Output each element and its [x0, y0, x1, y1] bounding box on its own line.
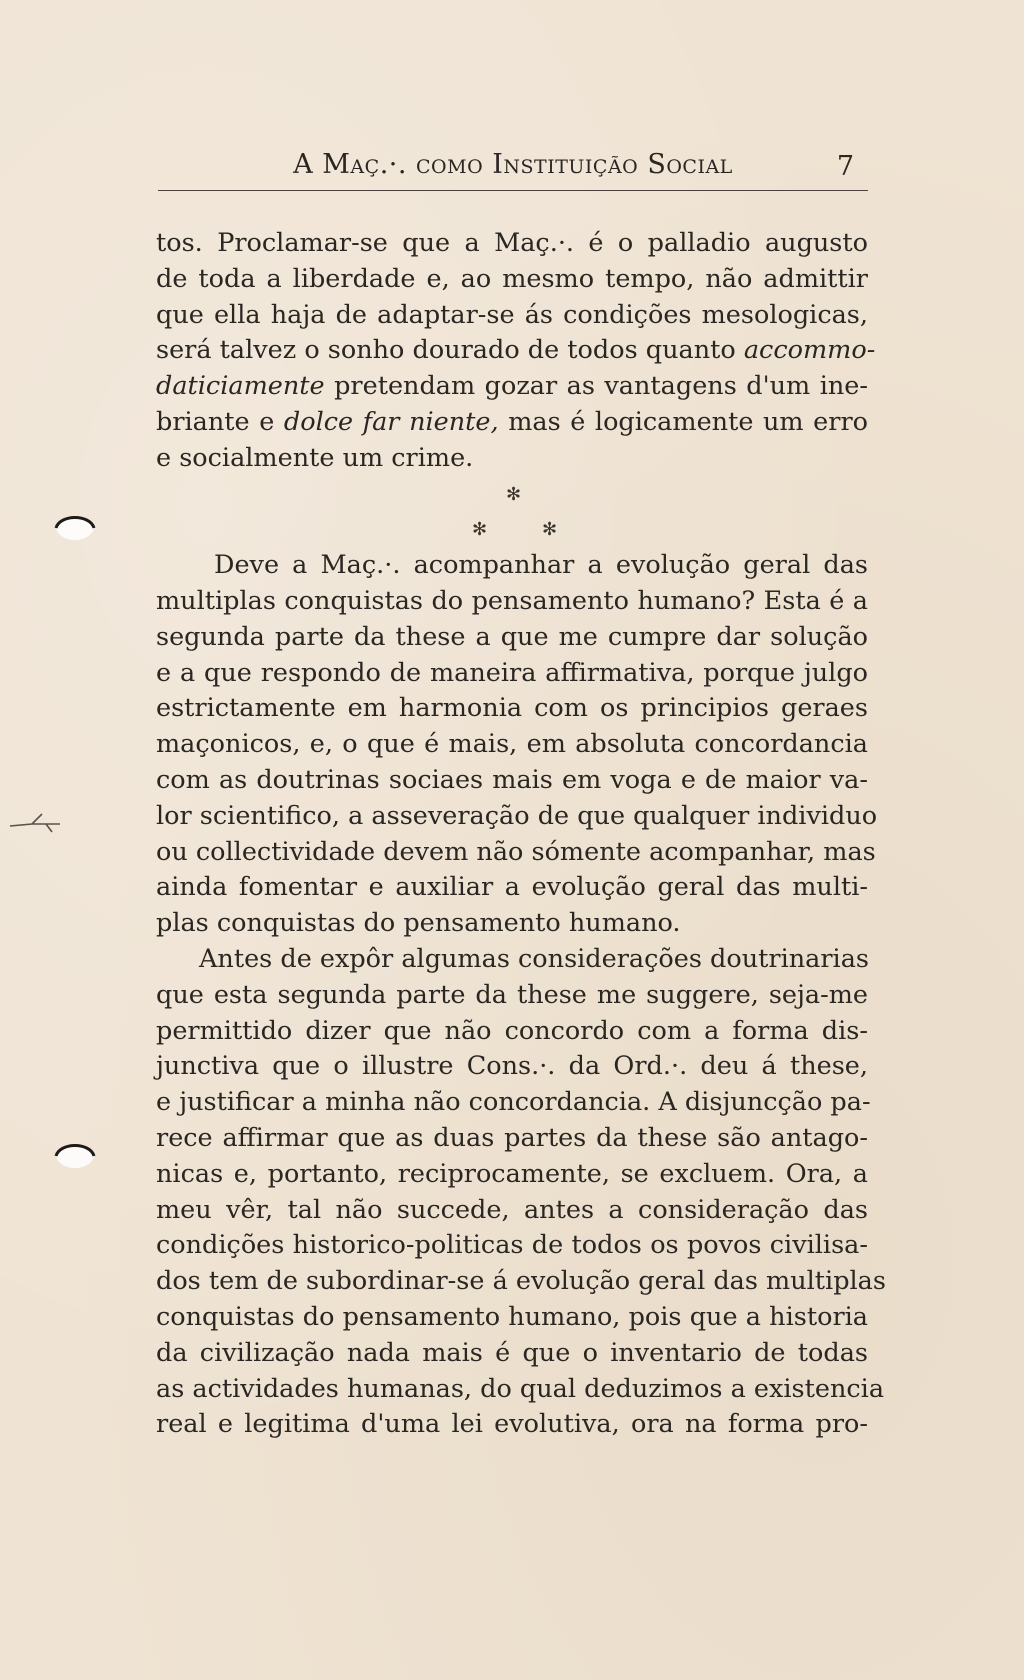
margin-mark-icon: [8, 810, 64, 836]
text-line: maçonicos, e, o que é mais, em absoluta concordancia: [156, 729, 868, 760]
text-line: as actividades humanas, do qual deduzimos a existencia: [156, 1373, 885, 1404]
text-line: rece affirmar que as duas partes da these são antago-: [156, 1122, 868, 1153]
text-line: com as doutrinas sociaes mais em voga e de maior va-: [156, 764, 868, 795]
text-line: que ella haja de adaptar-se ás condições mesologicas,: [156, 299, 868, 330]
text-line: meu vêr, tal não succede, antes a consideração das: [156, 1194, 868, 1225]
binding-hole-icon: [52, 504, 98, 550]
text-line: e justificar a minha não concordancia. A disjuncção pa-: [156, 1087, 871, 1118]
text-line: segunda parte da these a que me cumpre dar solução: [156, 621, 868, 652]
text-line: ou collectividade devem não sómente acompanhar, mas: [156, 836, 876, 867]
section-ornament-bottom: [156, 512, 868, 548]
asterism-star-icon: ✻: [542, 519, 558, 541]
text-line: Antes de expôr algumas considerações doutrinarias: [199, 943, 869, 974]
text-line: tos. Proclamar-se que a Maç.·. é o palladio augusto: [156, 228, 868, 258]
page-number: 7: [836, 151, 854, 182]
text-line: permittido dizer que não concordo com a forma dis-: [156, 1015, 868, 1046]
text-line: ainda fomentar e auxiliar a evolução geral das multi-: [156, 872, 868, 903]
text-line: estrictamente em harmonia com os principios geraes: [156, 693, 868, 724]
text-line: briante e dolce far niente, mas é logicamente um erro: [156, 406, 868, 437]
text-line: da civilização nada mais é que o inventario de todas: [156, 1337, 868, 1368]
text-line: e a que respondo de maneira affirmativa, porque julgo: [156, 657, 868, 688]
asterism-star-icon: ✻: [506, 483, 522, 505]
text-line: nicas e, portanto, reciprocamente, se excluem. Ora, a: [156, 1158, 868, 1189]
text-line: dos tem de subordinar-se á evolução geral das multiplas: [156, 1266, 886, 1297]
text-line: daticiamente pretendam gozar as vantagens d'um ine-: [156, 371, 868, 402]
page-header: [158, 148, 868, 191]
text-line: Deve a Maç.·. acompanhar a evolução geral das: [214, 550, 868, 581]
binding-hole-icon: [52, 1132, 98, 1178]
text-line: real e legitima d'uma lei evolutiva, ora na forma pro-: [156, 1409, 868, 1440]
text-line: multiplas conquistas do pensamento humano? Esta é a: [156, 585, 868, 616]
body-text: [156, 226, 886, 1443]
text-line: conquistas do pensamento humano, pois que a historia: [156, 1301, 868, 1332]
text-line: será talvez o sonho dourado de todos quanto accommo-: [156, 335, 876, 366]
text-line: de toda a liberdade e, ao mesmo tempo, não admittir: [156, 263, 868, 294]
text-line: junctiva que o illustre Cons.·. da Ord.·. deu á these,: [156, 1051, 868, 1082]
text-line: condições historico-politicas de todos os povos civilisa-: [156, 1230, 868, 1261]
text-line: lor scientifico, a asseveração de que qualquer individuo: [156, 800, 878, 831]
asterism-star-icon: ✻: [472, 519, 488, 541]
text-line: plas conquistas do pensamento humano.: [156, 908, 681, 939]
text-line: e socialmente um crime.: [156, 442, 474, 473]
running-title: A Maç.·. como Instituição Social: [293, 149, 733, 180]
section-ornament-top: [156, 477, 868, 513]
text-line: que esta segunda parte da these me suggere, seja-me: [156, 979, 868, 1010]
